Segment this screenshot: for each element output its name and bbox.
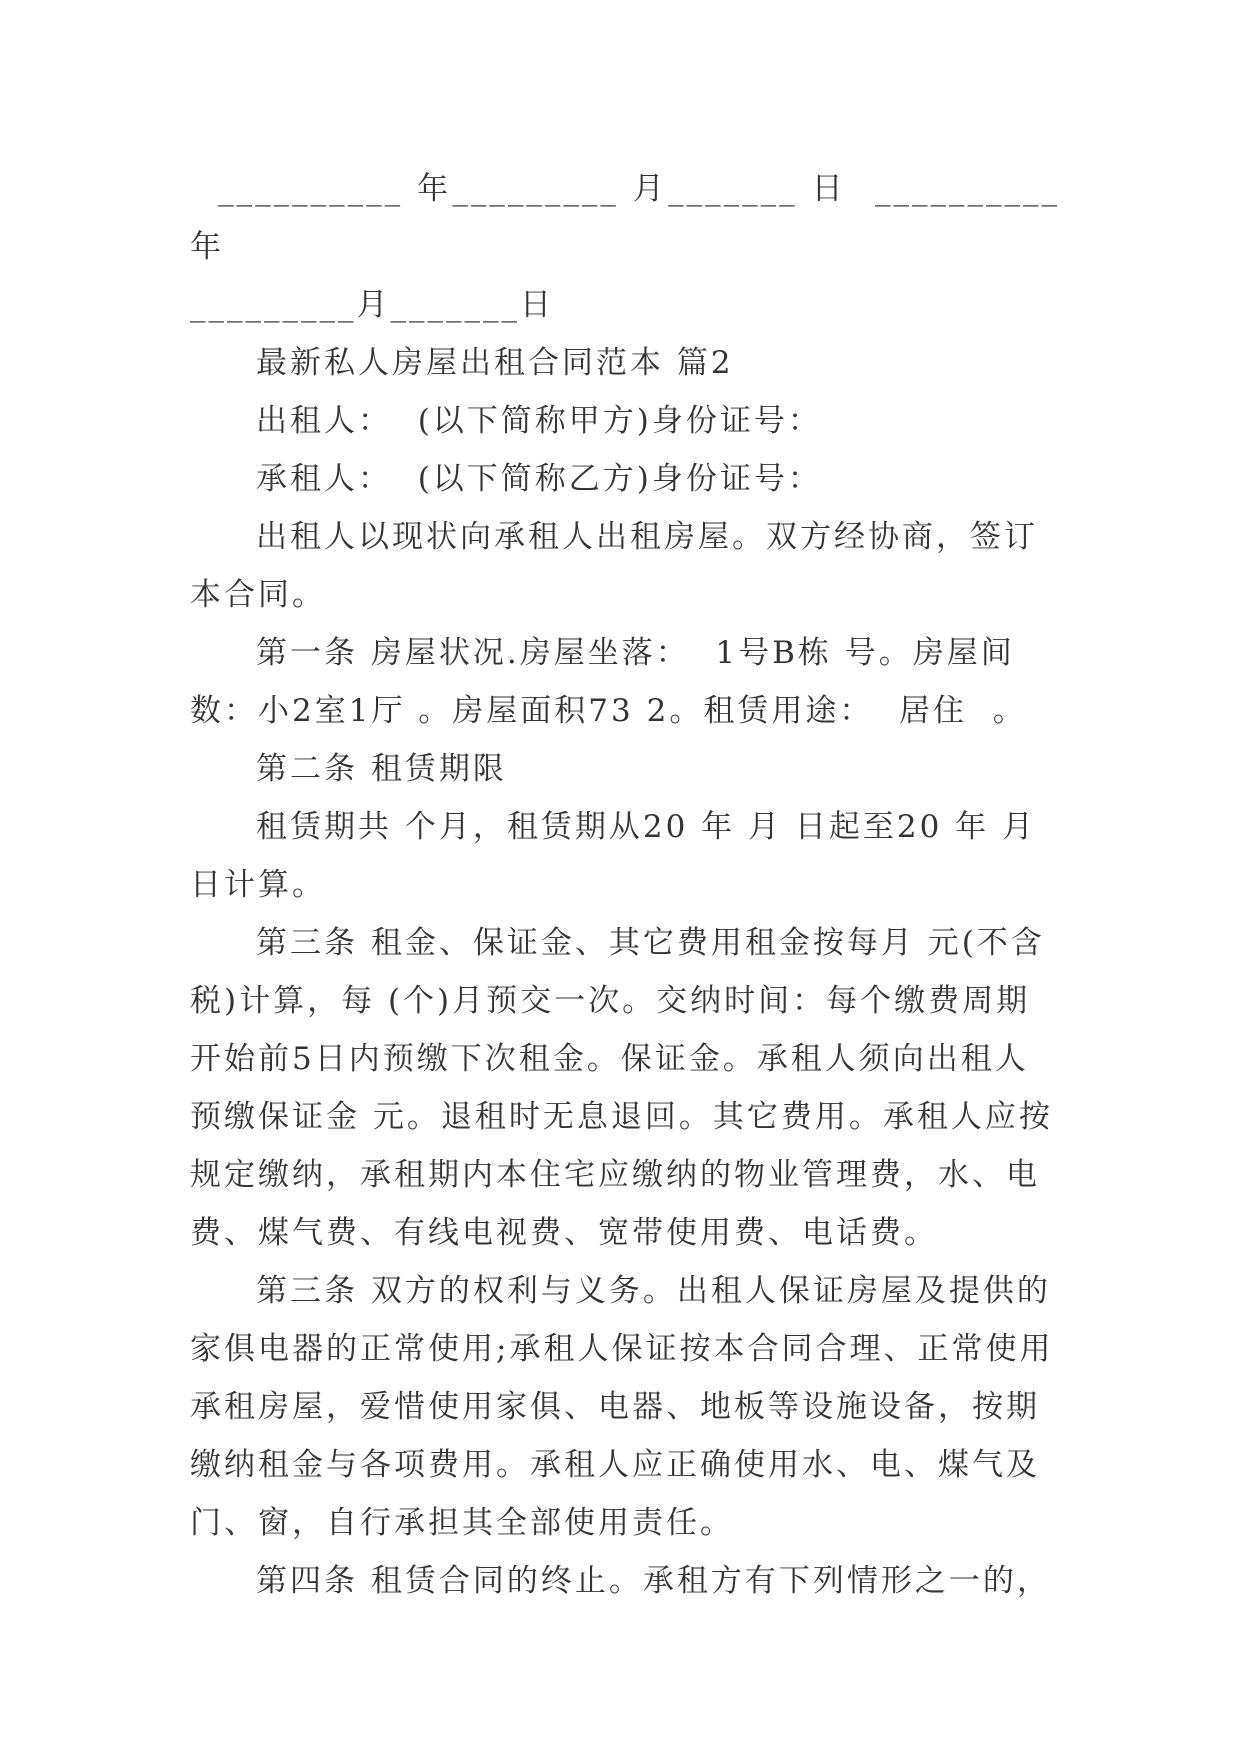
signature-date-line-2: _________月_______日 xyxy=(190,287,554,323)
lessee-line: 承租人： (以下简称乙方)身份证号： xyxy=(256,461,822,497)
article-4-paragraph: 第四条 租赁合同的终止。承租方有下列情形之一的， xyxy=(256,1563,1051,1599)
lessor-line: 出租人： (以下简称甲方)身份证号： xyxy=(256,403,822,439)
article-2-paragraph: 租赁期共 个月，租赁期从20 年 月 日起至20 年 月日计算。 xyxy=(190,809,1037,903)
document-body xyxy=(190,160,1073,1610)
article-3-fees-paragraph: 第三条 租金、保证金、其它费用租金按每月 元(不含税)计算，每 (个)月预交一次。交纳时间：每个缴费周期开始前5日内预缴下次租金。保证金。承租人须向出租人预缴保证金 元。退租时无息退回。其它费用。承租人应按规定缴纳，承租期内本住宅应缴纳的物业管理费，水、电费、煤气费、有线电视费、宽带使用费、电话费。 xyxy=(190,925,1053,1251)
article-3-rights-paragraph: 第三条 双方的权利与义务。出租人保证房屋及提供的家俱电器的正常使用;承租人保证按本合同合理、正常使用承租房屋，爱惜使用家俱、电器、地板等设施设备，按期缴纳租金与各项费用。承租人应正确使用水、电、煤气及门、窗，自行承担其全部使用责任。 xyxy=(190,1273,1054,1541)
intro-paragraph: 出租人以现状向承租人出租房屋。双方经协商，签订本合同。 xyxy=(190,519,1038,613)
signature-date-line-1: __________ 年_________ 月_______ 日 __________ 年 xyxy=(190,171,1073,265)
article-2-title: 第二条 租赁期限 xyxy=(256,751,507,787)
article-1-paragraph: 第一条 房屋状况.房屋坐落： 1号B栋 号。房屋间数：小2室1厅 。房屋面积73 2。租赁用途： 居住 。 xyxy=(190,635,1027,729)
section-title: 最新私人房屋出租合同范本 篇2 xyxy=(256,345,734,381)
